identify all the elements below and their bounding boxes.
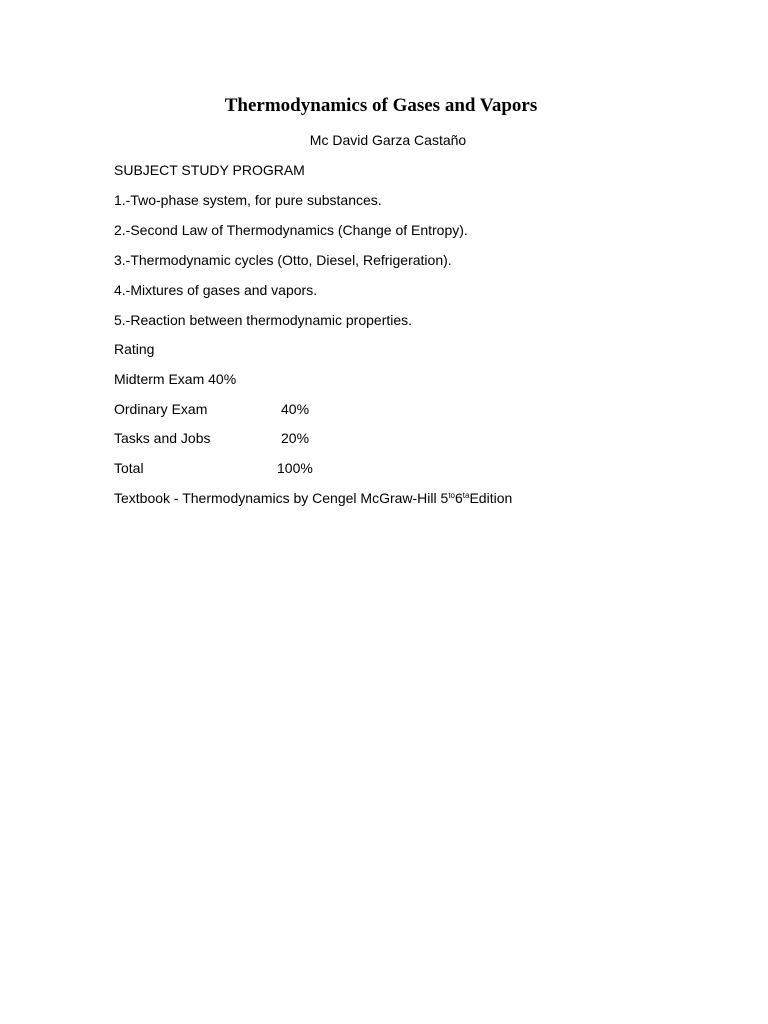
rating-heading: Rating: [114, 341, 155, 357]
grade-value-ordinary-exam: 40%: [281, 401, 310, 417]
document-author: Mc David Garza Castaño: [309, 132, 467, 148]
textbook-suffix: Edition: [469, 490, 513, 506]
topic-item-2: 2.-Second Law of Thermodynamics (Change of Entropy).: [114, 222, 468, 238]
textbook-prefix: Textbook - Thermodynamics by Cengel McGraw-Hill 5: [114, 490, 449, 506]
document-title: Thermodynamics of Gases and Vapors: [224, 95, 538, 116]
textbook-mid: 6: [454, 490, 463, 506]
grade-value-total: 100%: [277, 460, 313, 476]
topic-item-1: 1.-Two-phase system, for pure substances.: [114, 192, 382, 208]
grade-label-ordinary-exam: Ordinary Exam: [114, 401, 208, 417]
topic-item-3: 3.-Thermodynamic cycles (Otto, Diesel, Refrigeration).: [114, 252, 452, 268]
study-program-heading: SUBJECT STUDY PROGRAM: [114, 162, 305, 178]
topic-item-5: 5.-Reaction between thermodynamic properties.: [114, 312, 413, 328]
grade-label-tasks-and-jobs: Tasks and Jobs: [114, 430, 211, 446]
textbook-sup-ta: ta: [462, 491, 470, 500]
grade-label-total: Total: [114, 460, 144, 476]
textbook-line: [114, 489, 512, 507]
midterm-exam-line: Midterm Exam 40%: [114, 371, 237, 387]
grade-value-tasks-and-jobs: 20%: [281, 430, 310, 446]
topic-item-4: 4.-Mixtures of gases and vapors.: [114, 282, 318, 298]
textbook-sup-to: to: [448, 491, 455, 500]
